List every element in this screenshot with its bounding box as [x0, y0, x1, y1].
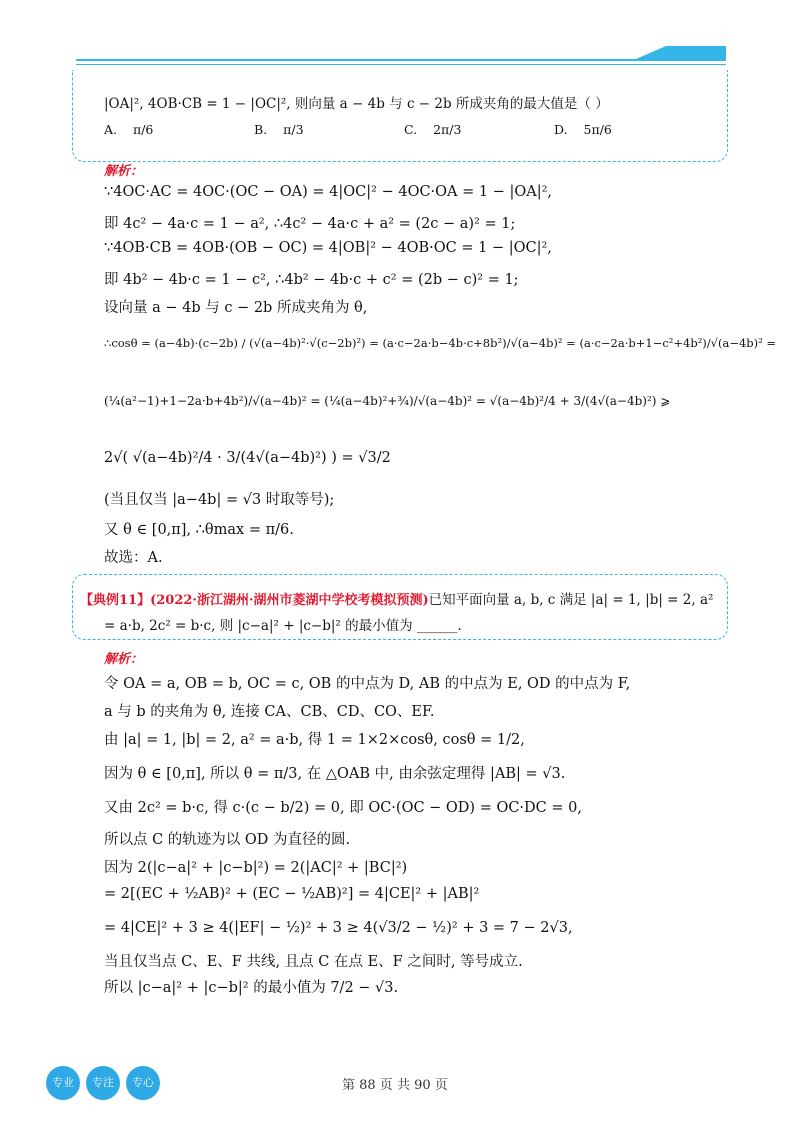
- solution2-line: = 4|CE|² + 3 ≥ 4(|EF| − ½)² + 3 ≥ 4(√3/2 − ½)² + 3 = 7 − 2√3,: [104, 920, 573, 936]
- problem-box: [72, 70, 728, 162]
- solution2-line: a 与 b 的夹角为 θ, 连接 CA、CB、CD、CO、EF.: [104, 704, 435, 720]
- solution2-line: = 2[(EC + ½AB)² + (EC − ½AB)²] = 4|CE|² + |AB|²: [104, 886, 480, 902]
- solution2-line: 因为 θ ∈ [0,π], 所以 θ = π/3, 在 △OAB 中, 由余弦定理得 |AB| = √3.: [104, 766, 566, 782]
- solution1-line: 又 θ ∈ [0,π], ∴θmax = π/6.: [104, 522, 294, 538]
- solution1-line: ∵4OC·AC = 4OC·(OC − OA) = 4|OC|² − 4OC·OA = 1 − |OA|²,: [104, 184, 553, 200]
- choice-a[interactable]: A. π/6: [104, 122, 154, 137]
- badge-circle: 专心: [126, 1066, 160, 1100]
- example-stem-line1: 已知平面向量 a, b, c 满足 |a| = 1, |b| = 2, a²: [428, 592, 714, 608]
- solution1-line: 2√( √(a−4b)²/4 · 3/(4√(a−4b)²) ) = √3/2: [104, 450, 391, 466]
- solution1-line: 即 4c² − 4a·c = 1 − a², ∴4c² − 4a·c + a² = (2c − a)² = 1;: [104, 216, 516, 232]
- solution2-line: 由 |a| = 1, |b| = 2, a² = a·b, 得 1 = 1×2×cosθ, cosθ = 1/2,: [104, 732, 525, 748]
- solution1-line: 故选：A.: [104, 550, 163, 566]
- solution1-line: ∴cosθ = (a−4b)·(c−2b) / (√(a−4b)²·√(c−2b)²) = (a·c−2a·b−4b·c+8b²)/√(a−4b)² = (a·c−2a·b+1−c²+4b²)/√(a−4b)² =: [104, 336, 777, 350]
- example-stem-line2: = a·b, 2c² = b·c, 则 |c−a|² + |c−b|² 的最小值为 ______.: [104, 618, 462, 634]
- problem-stem: |OA|², 4OB·CB = 1 − |OC|², 则向量 a − 4b 与 c − 2b 所成夹角的最大值是（ ）: [104, 96, 609, 112]
- solution1-label: 解析：: [104, 164, 144, 179]
- solution2-line: 令 OA = a, OB = b, OC = c, OB 的中点为 D, AB 的中点为 E, OD 的中点为 F,: [104, 676, 631, 692]
- solution2-line: 所以点 C 的轨迹为以 OD 为直径的圆.: [104, 832, 351, 848]
- example-tag: 【典例11】: [80, 593, 151, 608]
- badge-circle: 专业: [46, 1066, 80, 1100]
- solution2-line: 所以 |c−a|² + |c−b|² 的最小值为 7/2 − √3.: [104, 980, 399, 996]
- example-header: [80, 588, 713, 608]
- solution2-line: 当且仅当点 C、E、F 共线, 且点 C 在点 E、F 之间时, 等号成立.: [104, 954, 523, 970]
- choice-b[interactable]: B. π/3: [254, 122, 304, 137]
- solution1-line: 设向量 a − 4b 与 c − 2b 所成夹角为 θ,: [104, 300, 368, 316]
- page-number: 第 88 页 共 90 页: [342, 1078, 448, 1093]
- solution1-line: ∵4OB·CB = 4OB·(OB − OC) = 4|OB|² − 4OB·OC = 1 − |OC|²,: [104, 240, 552, 256]
- solution1-line: (¼(a²−1)+1−2a·b+4b²)/√(a−4b)² = (¼(a−4b)²+¾)/√(a−4b)² = √(a−4b)²/4 + 3/(4√(a−4b)²) ⩾: [104, 394, 671, 408]
- choice-c[interactable]: C. 2π/3: [404, 122, 462, 137]
- solution2-line: 又由 2c² = b·c, 得 c·(c − b/2) = 0, 即 OC·(OC − OD) = OC·DC = 0,: [104, 800, 582, 816]
- solution2-line: 因为 2(|c−a|² + |c−b|²) = 2(|AC|² + |BC|²): [104, 860, 408, 876]
- choice-d[interactable]: D. 5π/6: [554, 122, 612, 137]
- badge-circle: 专注: [86, 1066, 120, 1100]
- header-decoration: [76, 46, 726, 68]
- solution1-line: (当且仅当 |a−4b| = √3 时取等号);: [104, 492, 335, 508]
- example-source: (2022·浙江湖州·湖州市菱湖中学校考模拟预测): [150, 593, 429, 608]
- solution2-label: 解析：: [104, 652, 144, 667]
- solution1-line: 即 4b² − 4b·c = 1 − c², ∴4b² − 4b·c + c² = (2b − c)² = 1;: [104, 272, 519, 288]
